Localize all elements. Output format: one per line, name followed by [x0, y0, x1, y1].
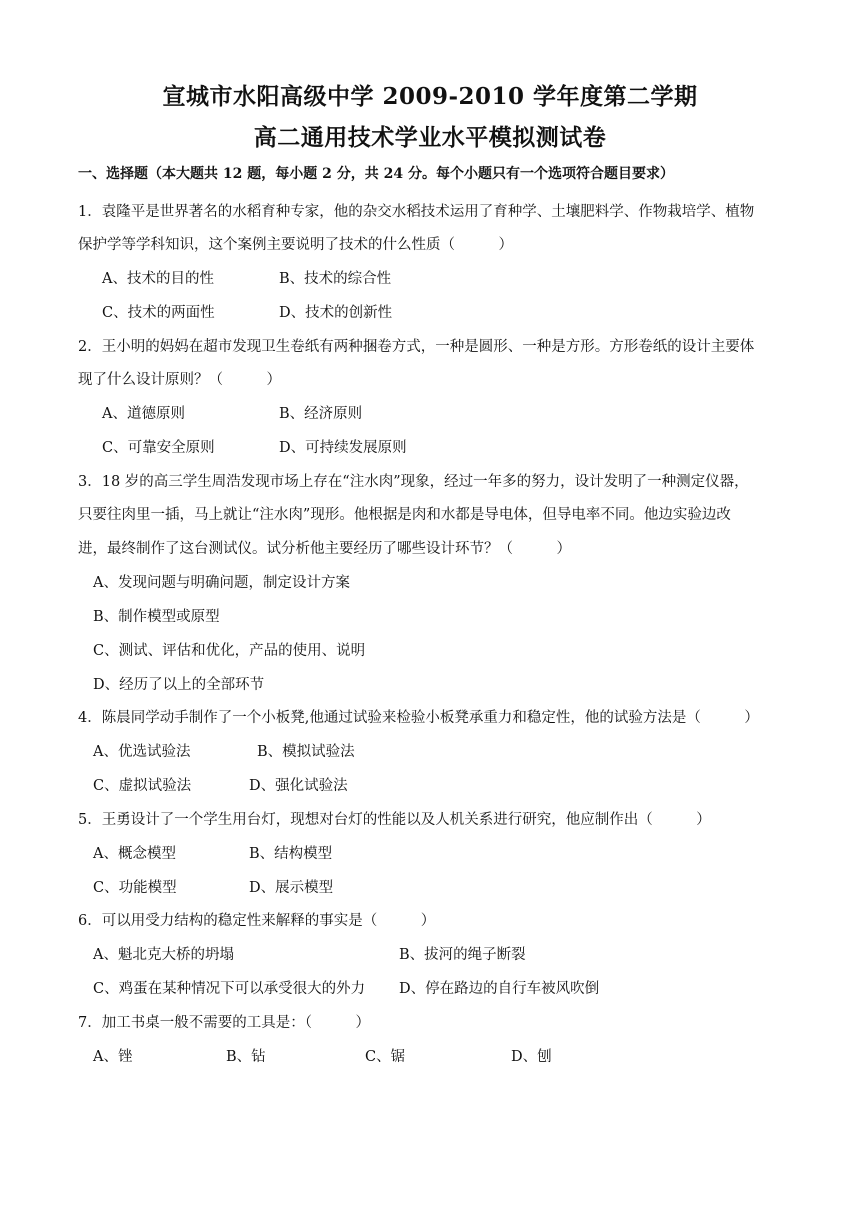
question-7-option-d: D、刨 [511, 1049, 552, 1065]
question-2-option-b: B、经济原则 [279, 406, 363, 422]
question-6-option-b: B、拔河的绳子断裂 [399, 947, 526, 963]
question-7-option-c: C、锯 [365, 1049, 406, 1065]
question-1-line-1: 1．袁隆平是世界著名的水稻育种专家，他的杂交水稻技术运用了育种学、土壤肥料学、作物栽培学、植物 [78, 204, 755, 220]
question-4-option-d: D、强化试验法 [249, 778, 348, 794]
question-5-option-a: A、概念模型 [93, 846, 176, 862]
question-3-option-b: B、制作模型或原型 [93, 609, 220, 625]
question-2-option-d: D、可持续发展原则 [279, 440, 407, 456]
question-1-option-b: B、技术的综合性 [279, 271, 392, 287]
question-4-option-c: C、虚拟试验法 [93, 778, 192, 794]
question-5-option-d: D、展示模型 [249, 880, 334, 896]
question-5-option-b: B、结构模型 [249, 846, 333, 862]
question-6-option-c: C、鸡蛋在某种情况下可以承受很大的外力 [93, 981, 366, 997]
question-3-line-2: 只要往肉里一插，马上就让“注水肉”现形。他根据是肉和水都是导电体，但导电率不同。他边实验边改 [78, 507, 731, 523]
question-3-option-c: C、测试、评估和优化，产品的使用、说明 [93, 643, 366, 659]
question-5-line-1: 5．王勇设计了一个学生用台灯，现想对台灯的性能以及人机关系进行研究，他应制作出（ ） [78, 812, 711, 828]
question-3-option-d: D、经历了以上的全部环节 [93, 677, 265, 693]
question-6-option-d: D、停在路边的自行车被风吹倒 [399, 981, 600, 997]
question-6-line-1: 6．可以用受力结构的稳定性来解释的事实是（ ） [78, 913, 436, 929]
section-heading: 一、选择题（本大题共 12 题，每小题 2 分，共 24 分。每个小题只有一个选项符合题目要求） [78, 166, 674, 182]
question-1-option-c: C、技术的两面性 [102, 305, 215, 321]
question-1-option-a: A、技术的目的性 [102, 271, 214, 287]
question-4-option-a: A、优选试验法 [93, 744, 191, 760]
question-4-line-1: 4．陈晨同学动手制作了一个小板凳,他通过试验来检验小板凳承重力和稳定性，他的试验方法是（ ） [78, 710, 759, 726]
question-4-option-b: B、模拟试验法 [257, 744, 355, 760]
question-1-option-d: D、技术的创新性 [279, 305, 393, 321]
question-2-option-a: A、道德原则 [102, 406, 185, 422]
question-7-line-1: 7．加工书桌一般不需要的工具是：（ ） [78, 1015, 370, 1031]
question-5-option-c: C、功能模型 [93, 880, 177, 896]
question-1-line-2: 保护学等学科知识，这个案例主要说明了技术的什么性质（ ） [78, 237, 513, 253]
question-2-option-c: C、可靠安全原则 [102, 440, 215, 456]
question-2-line-1: 2．王小明的妈妈在超市发现卫生卷纸有两种捆卷方式，一种是圆形、一种是方形。方形卷纸的设计主要体 [78, 339, 755, 355]
page-subtitle: 高二通用技术学业水平模拟测试卷 [253, 124, 607, 151]
question-6-option-a: A、魁北克大桥的坍塌 [93, 947, 234, 963]
question-7-option-b: B、钻 [226, 1049, 266, 1065]
question-2-line-2: 现了什么设计原则？（ ） [78, 372, 281, 388]
question-3-line-1: 3．18 岁的高三学生周浩发现市场上存在“注水肉”现象，经过一年多的努力，设计发明了一种测定仪器， [78, 474, 749, 490]
question-3-option-a: A、发现问题与明确问题，制定设计方案 [93, 575, 350, 591]
question-3-line-3: 进，最终制作了这台测试仪。试分析他主要经历了哪些设计环节？（ ） [78, 541, 571, 557]
question-7-option-a: A、锉 [93, 1049, 133, 1065]
page-title: 宣城市水阳高级中学 2009-2010 学年度第二学期 [162, 83, 698, 110]
